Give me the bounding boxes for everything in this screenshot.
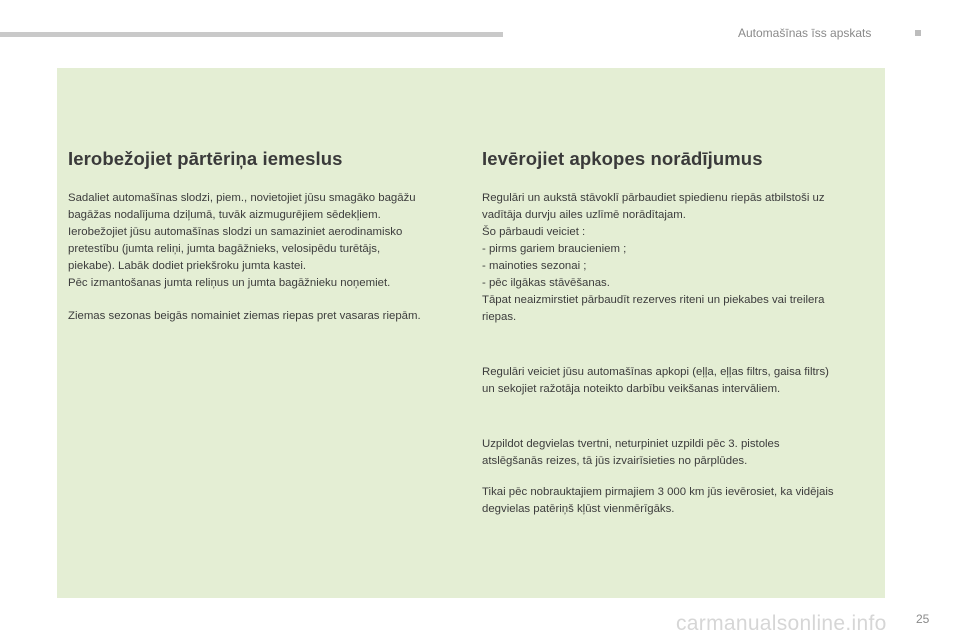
- right-paragraph-pressure: Regulāri un aukstā stāvoklī pārbaudiet spiedienu riepās atbilstoši uz vadītāja durvju ailes uzlīmē norādītajam. Šo pārbaudi veiciet : - pirms gariem braucieniem ; - mainoties sezonai ; - pēc ilgākas stāvēšanas. Tāpat neaizmirstiet pārbaudīt rezerves riteni un piekabes vai treilera riepas.: [482, 192, 825, 323]
- right-column: [482, 148, 877, 518]
- left-heading: Ierobežojiet pārtēriņa iemeslus: [68, 148, 343, 169]
- header-rule: [0, 32, 503, 37]
- header-square-marker: [915, 30, 921, 36]
- left-paragraph-load: Sadaliet automašīnas slodzi, piem., novietojiet jūsu smagāko bagāžu bagāžas nodalījuma dziļumā, tuvāk aizmugurējiem sēdekļiem. Ierobežojiet jūsu automašīnas slodzi un samaziniet aerodinamisko pretestību (jumta reliņi, jumta bagāžnieks, velosipēdu turētājs, piekabe). Labāk dodiet priekšroku jumta kastei. Pēc izmantošanas jumta reliņus un jumta bagāžnieku noņemiet.: [68, 192, 416, 289]
- content-panel: [57, 68, 885, 598]
- right-paragraph-consumption: Tikai pēc nobrauktajiem pirmajiem 3 000 km jūs ievērosiet, ka vidējais degvielas patēriņš kļūst vienmērīgāks.: [482, 486, 834, 515]
- left-paragraph-tyres: Ziemas sezonas beigās nomainiet ziemas riepas pret vasaras riepām.: [68, 310, 421, 322]
- right-heading: Ievērojiet apkopes norādījumus: [482, 148, 763, 169]
- section-title: Automašīnas īss apskats: [738, 26, 872, 40]
- right-paragraph-service: Regulāri veiciet jūsu automašīnas apkopi (eļļa, eļļas filtrs, gaisa filtrs) un sekojiet ražotāja noteikto darbību veikšanas intervāliem.: [482, 366, 829, 395]
- page-number: 25: [916, 612, 930, 626]
- left-column: [68, 148, 458, 325]
- watermark: carmanualsonline.info: [676, 612, 887, 635]
- right-paragraph-fuel: Uzpildot degvielas tvertni, neturpiniet uzpildi pēc 3. pistoles atslēgšanās reizes, tā jūs izvairīsieties no pārplūdes.: [482, 438, 780, 467]
